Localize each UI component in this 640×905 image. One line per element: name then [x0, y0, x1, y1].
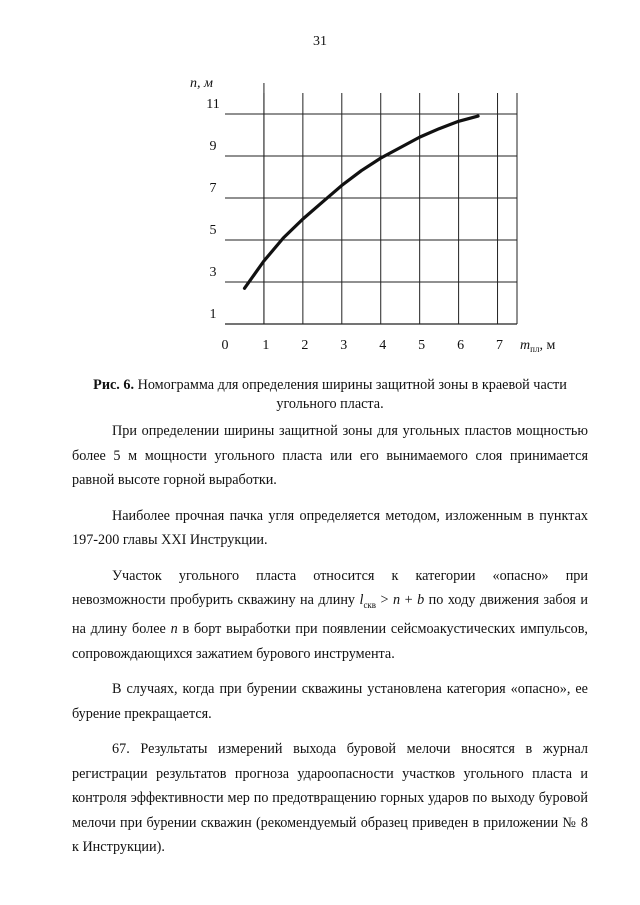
x-tick-label: 7 — [496, 338, 504, 353]
chart-grid — [225, 83, 517, 324]
y-tick-label: 5 — [209, 223, 217, 238]
paragraph: Наиболее прочная пачка угля определяется методом, изложенным в пунктах 197-200 главы XXI Инструкции. — [72, 507, 588, 548]
y-tick-label: 11 — [206, 97, 220, 112]
y-axis-label: n, м — [190, 76, 213, 91]
x-tick-label: 3 — [340, 338, 348, 353]
y-tick-label: 3 — [209, 265, 217, 280]
chart-series — [245, 116, 479, 288]
figure-caption — [70, 376, 590, 414]
nomogram-chart — [180, 68, 580, 358]
paragraph: Участок угольного пласта относится к категории «опасно» при невозможности пробурить скважину на длину $l_{скв} > n + b$ по ходу движения забоя и на длину более n в борт выработки при появлении сейсмоакустических импульсов, сопровождающихся зажатием бурового инструмента. — [72, 567, 589, 662]
y-tick-label: 7 — [209, 181, 217, 196]
y-tick-label: 9 — [209, 139, 217, 154]
body-text — [72, 419, 588, 871]
paragraph: В случаях, когда при бурении скважины установлена категория «опасно», ее бурение прекращается. — [72, 681, 588, 722]
x-tick-label: 5 — [418, 338, 426, 353]
page-number: 31 — [313, 34, 327, 49]
x-axis-label: $m_{пл}$, м — [520, 338, 556, 354]
x-tick-label: 0 — [221, 338, 229, 353]
series-line — [245, 116, 479, 288]
paragraph: 67. Результаты измерений выхода буровой мелочи вносятся в журнал регистрации результатов прогноза удароопасности участков угольного пласта и контроля эффективности мер по предотвращению горных ударов по выходу буровой мелочи при бурении скважин (рекомендуемый образец приведен в приложении № 8 к Инструкции). — [72, 741, 588, 856]
caption-label: Рис. 6. — [93, 377, 135, 393]
x-tick-label: 6 — [457, 338, 465, 353]
y-tick-label: 1 — [209, 307, 217, 322]
caption-text: Номограмма для определения ширины защитной зоны в краевой части угольного пласта. — [134, 377, 567, 412]
x-tick-label: 2 — [301, 338, 309, 353]
x-tick-label: 4 — [379, 338, 387, 353]
paragraph: При определении ширины защитной зоны для угольных пластов мощностью более 5 м мощности угольного пласта или его вынимаемого слоя принимается равной высоте горной выработки. — [72, 423, 588, 488]
x-tick-label: 1 — [262, 338, 270, 353]
